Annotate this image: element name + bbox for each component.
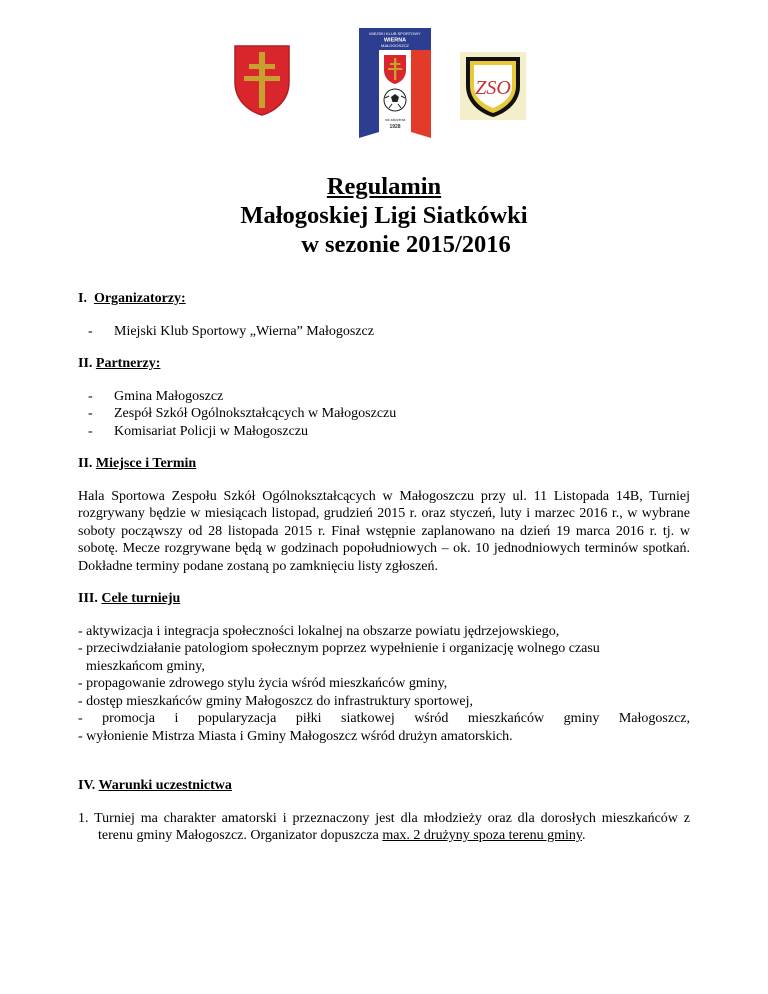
list-item: - Gmina Małogoszcz — [88, 388, 224, 404]
logo-row — [0, 28, 768, 138]
list-item: - Miejski Klub Sportowy „Wierna” Małogoszcz — [88, 323, 374, 339]
partner-item: Zespół Szkół Ogólnokształcących w Małogoszczu — [114, 406, 397, 421]
section-number: II. — [78, 356, 93, 371]
club-pennant-icon — [359, 28, 431, 138]
title-regulamin: Regulamin — [326, 173, 442, 200]
section-heading-partners — [78, 355, 690, 373]
school-monogram: ZSO — [475, 77, 511, 99]
coat-of-arms-icon — [233, 44, 291, 116]
condition-underlined-text: max. 2 drużyny spoza terenu gminy — [382, 828, 583, 843]
goal-item: - przeciwdziałanie patologiom społecznym poprzez wypełnienie i organizację wolnego czasu — [78, 641, 600, 656]
cross-lower-bar — [244, 76, 280, 81]
organizers-list — [78, 323, 690, 341]
condition-item — [78, 810, 690, 845]
section-number: III. — [78, 591, 98, 606]
club-top-text: MIEJSKI KLUB SPORTOWY — [369, 31, 421, 36]
club-name: WIERNA — [383, 37, 407, 44]
title-league-name: Małogoskiej Ligi Siatkówki — [240, 202, 528, 229]
goal-item: - propagowanie zdrowego stylu życia wśród mieszkańców gminy, — [78, 676, 448, 691]
document-body — [78, 290, 690, 845]
cross-upper-bar — [249, 64, 275, 69]
condition-text: Turniej ma charakter amatorski i przeznaczony jest dla młodzieży oraz dla dorosłych mieszkańców z terenu gminy Małogoszcz. Organizator dopuszcza — [94, 810, 690, 843]
section-number: IV. — [78, 778, 96, 793]
section-title: Organizatorzy: — [93, 291, 186, 306]
section-number: II. — [78, 456, 93, 471]
partner-item: Komisariat Policji w Małogoszczu — [114, 423, 309, 439]
club-city: MAŁOGOSZCZ — [380, 43, 410, 48]
organizer-item: Miejski Klub Sportowy „Wierna” Małogoszcz — [114, 323, 374, 339]
list-item: - Komisariat Policji w Małogoszczu — [88, 423, 309, 439]
document-title — [0, 172, 768, 259]
section-number: I. — [78, 291, 87, 306]
club-founded-prefix: rok założenia — [384, 118, 406, 122]
section-title: Cele turnieju — [101, 591, 181, 606]
section-title: Warunki uczestnictwa — [98, 778, 232, 793]
goal-item: - dostęp mieszkańców gminy Małogoszcz do infrastruktury sportowej, — [78, 693, 474, 709]
place-paragraph: Hala Sportowa Zespołu Szkół Ogólnokształcących w Małogoszczu przy ul. 11 Listopada 14B, Turniej rozgrywany będzie w miesiącach listopad, grudzień 2015 r. oraz styczeń, luty i marzec 2016 r., w wybrane soboty począwszy od 28 listopada 2015 r. Finał wstępnie zaplanowano na dzień 19 marca 2016 r. tj. w sobotę. Mecze rozgrywane będą w godzinach popołudniowych – ok. 10 jednodniowych terminów spotkań. Dokładne terminy podane zostaną po zamknięciu listy zgłoszeń. — [78, 488, 690, 574]
title-season: w sezonie 2015/2016 — [301, 231, 511, 258]
partners-list — [78, 388, 690, 441]
school-shield-icon — [460, 52, 526, 120]
section-heading-goals — [78, 590, 690, 608]
partner-item: Gmina Małogoszcz — [114, 388, 224, 404]
goal-item: - aktywizacja i integracja społeczności lokalnej na obszarze powiatu jędrzejowskiego, — [78, 623, 560, 639]
goal-item: - promocja i popularyzacja piłki siatkowej wśród mieszkańców gminy Małogoszcz, — [78, 711, 690, 726]
condition-number: 1. — [78, 810, 89, 826]
section-heading-conditions — [78, 777, 690, 795]
section-heading-place — [78, 455, 690, 473]
goal-item: - wyłonienie Mistrza Miasta i Gminy Małogoszcz wśród drużyn amatorskich. — [78, 728, 513, 744]
condition-end: . — [582, 828, 586, 843]
section-title: Miejsce i Termin — [95, 456, 197, 471]
goal-item-continuation: mieszkańcom gminy, — [86, 658, 205, 674]
club-year: 1928 — [389, 124, 401, 130]
section-heading-organizers — [78, 290, 690, 308]
list-item: - Zespół Szkół Ogólnokształcących w Małogoszczu — [88, 406, 397, 421]
section-title: Partnerzy: — [95, 356, 161, 371]
